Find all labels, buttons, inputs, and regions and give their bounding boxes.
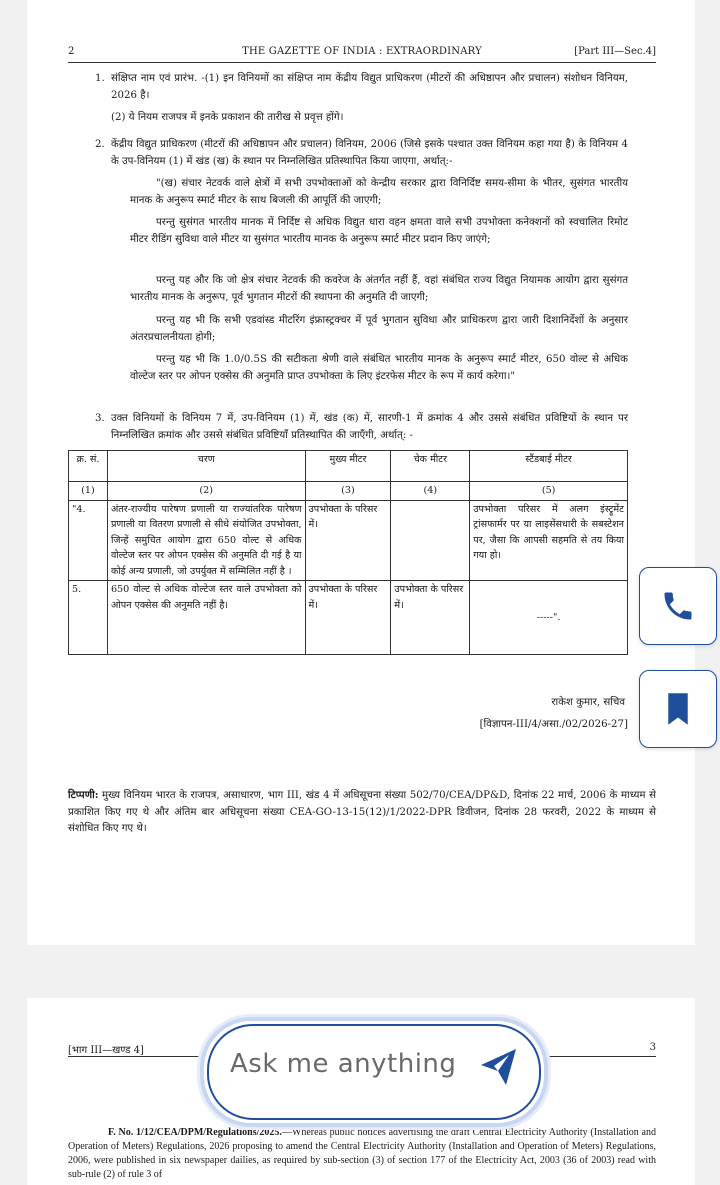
table-cell: उपभोक्ता परिसर में अलग इंस्ट्रूमेंट ट्रांसफार्मर पर या लाइसेंसधारी के सबस्टेशन पर, जैसा कि आपसी सहमति से तय किया गया हो। [470,500,628,581]
notice-number: F. No. 1/12/CEA/DPM/Regulations/2025. [108,1127,282,1138]
table-cell: उपभोक्ता के परिसर में। [305,500,391,581]
table-header: चेक मीटर [391,451,470,482]
clause-3-text: उक्त विनियमों के विनियम 7 में, उप-विनियम (1) में, खंड (क) में, सारणी-1 में क्रमांक 4 और उससे संबंधित प्रविष्टियों के स्थान पर निम्नलिखित क्रमांक और उससे संबंधित प्रविष्टियाँ प्रतिस्थापित की जाएँगी, अर्थात्: - [111,413,628,441]
table-row [69,581,628,655]
table-cell: -----". [470,581,628,655]
table-row [69,500,628,581]
signatory-name: राकेश कुमार, सचिव [551,697,625,708]
table-cell: अंतर-राज्यीय पारेषण प्रणाली या राज्यांतरिक पारेषण प्रणाली या वितरण प्रणाली से सीधे संयोजित उपभोक्ता, जिन्हें समुचित आयोग द्वारा 650 वोल्ट से अधिक वोल्टेज स्तर पर ओपन एक्सेस की अनुमति दी गई है या कोई अन्य प्रणाली, जो उपर्युक्त में सम्मिलित नहीं है । [107,500,305,581]
send-icon[interactable] [476,1045,520,1089]
table-cell [391,500,470,581]
clause-1-sub-2: (2) ये नियम राजपत्र में इनके प्रकाशन की तारीख से प्रवृत्त होंगे। [111,112,344,123]
call-button[interactable] [639,567,717,645]
notice-paragraph [68,1126,656,1185]
table-header: चरण [107,451,305,482]
page-header [68,46,656,60]
schedule-table [68,450,628,655]
table-cell: (2) [107,482,305,501]
clause-1-number: 1. [95,73,105,84]
table-cell: उपभोक्ता के परिसर में। [391,581,470,655]
footnote [68,787,656,838]
table-header: क्र. सं. [69,451,108,482]
phone-icon [660,588,696,624]
clause-2-number: 2. [95,139,105,150]
quote-para-4: परन्तु यह भी कि सभी एडवांस्ड मीटरिंग इंफ्रास्ट्रक्चर में पूर्व भुगतान सुविधा और प्राधिकरण द्वारा जारी दिशानिर्देशों के अनुसार अंतरप्रचालनीयता होगी; [130,315,628,343]
quote-para-5: परन्तु यह भी कि 1.0/0.5S की सटीकता श्रेणी वाले संबंधित भारतीय मानक के अनुरूप स्मार्ट मीटर, 650 वोल्ट से अधिक वोल्टेज स्तर पर ओपन एक्सेस की अनुमति प्राप्त उपभोक्ता के लिए इंटरफेस मीटर के रूप में कार्य करेगा।" [130,354,628,382]
table-cell: (3) [305,482,391,501]
table-cell: 650 वोल्ट से अधिक वोल्टेज स्तर वाले उपभोक्ता को ओपन एक्सेस की अनुमति नहीं है। [107,581,305,655]
gazette-title: THE GAZETTE OF INDIA : EXTRAORDINARY [242,46,482,57]
quote-para-1: "(ख) संचार नेटवर्क वाले क्षेत्रों में सभी उपभोक्ताओं को केन्द्रीय सरकार द्वारा विनिर्दिष्ट समय-सीमा के भीतर, सुसंगत भारतीय मानक के अनुरूप स्मार्ट मीटर के साथ बिजली की आपूर्ति की जाएगी; [130,178,628,206]
advertisement-reference: [विज्ञापन-III/4/असा./02/2026-27] [479,719,628,730]
table-header-row [69,451,628,482]
page-number-3: 3 [649,1042,656,1053]
notice-text: —Whereas public notices advertising the draft Central Electricity Authority (Installation and Operation of Meters) Regulations, 2026 proposing to amend the Central Electricity Authority (Installation and Operation of Meters) Regulations, 2006, were published in six newspaper dailies, as required by sub-section (3) of section 177 of the Electricity Act, 2003 (36 of 2003) read with sub-rule (2) of rule 3 of [68,1127,656,1180]
part-label: [Part III—Sec.4] [574,46,656,57]
part-label-page-3: [भाग III—खण्ड 4] [68,1045,144,1056]
ask-assistant-bar[interactable] [200,1017,548,1127]
page-number: 2 [68,46,75,57]
table-cell: "4. [69,500,108,581]
bookmark-icon [663,692,693,726]
ask-input-placeholder[interactable]: Ask me anything [230,1049,457,1079]
footnote-text: मुख्य विनियम भारत के राजपत्र, असाधारण, भाग III, खंड 4 में अधिसूचना संख्या 502/70/CEA/DP&D, दिनांक 22 मार्च, 2006 के माध्यम से प्रकाशित किए गए थे और अंतिम बार अधिसूचना संख्या CEA-GO-13-15(12)/1/2022-DPR डिवीजन, दिनांक 28 फरवरी, 2022 के माध्यम से संशोधित किए गए थे। [68,790,656,834]
clause-2-text: केंद्रीय विद्युत प्राधिकरण (मीटरों की अधिष्ठापन और प्रचालन) विनियम, 2006 (जिसे इसके पश्चात उक्त विनियम कहा गया है) के विनियम 4 के उप-विनियम (1) में खंड (ख) के स्थान पर निम्नलिखित प्रतिस्थापित किया जाएगा, अर्थात्:- [111,139,628,167]
table-cell: (4) [391,482,470,501]
table-column-numbers [69,482,628,501]
header-rule [68,62,656,63]
table-header: मुख्य मीटर [305,451,391,482]
clause-1-text: संक्षिप्त नाम एवं प्रारंभ. -(1) इन विनियमों का संक्षिप्त नाम केंद्रीय विद्युत प्राधिकरण (मीटरों की अधिष्ठापन और प्रचालन) संशोधन विनियम, 2026 है। [111,73,628,101]
quote-para-2: परन्तु सुसंगत भारतीय मानक में निर्दिष्ट से अधिक विद्युत धारा वहन क्षमता वाले सभी उपभोक्ता कनेक्शनों को स्वचालित रिमोट मीटर रीडिंग सुविधा वाले मीटर या सुसंगत भारतीय मानक के अनुरूप स्मार्ट मीटर प्रदान किए जाएंगे; [130,217,628,245]
table-cell: 5. [69,581,108,655]
table-cell: उपभोक्ता के परिसर में। [305,581,391,655]
table-cell: (1) [69,482,108,501]
footnote-label: टिप्पणी: [68,789,99,801]
table-cell: (5) [470,482,628,501]
table-header: स्टैंडबाई मीटर [470,451,628,482]
quote-para-3: परन्तु यह और कि जो क्षेत्र संचार नेटवर्क की कवरेज के अंतर्गत नहीं हैं, वहां संबंधित राज्य विद्युत नियामक आयोग द्वारा सुसंगत भारतीय मानक के अनुरूप, पूर्व भुगतान मीटरों की स्थापना की अनुमति दी जाएगी; [130,275,628,303]
bookmark-button[interactable] [639,670,717,748]
clause-3-number: 3. [95,413,105,424]
